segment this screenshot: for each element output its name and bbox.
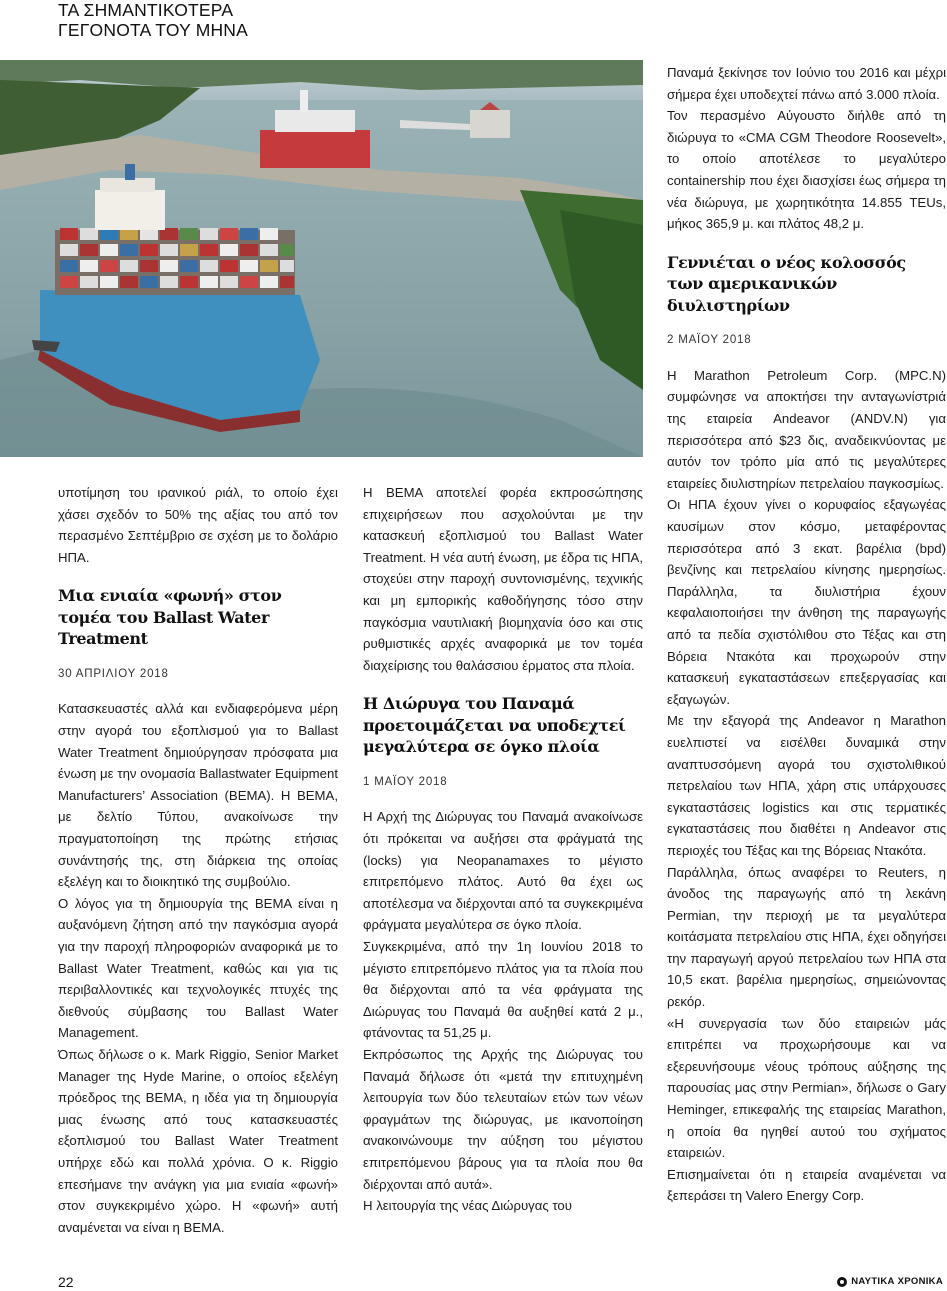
panama-canal-article-title: Η Διώρυγα του Παναμά προετοιμάζεται να υποδεχτεί μεγαλύτερα σε όγκο πλοία bbox=[363, 694, 626, 757]
refinery-paragraph-2: Οι ΗΠΑ έχουν γίνει ο κορυφαίος εξαγωγέας καυσίμων στον κόσμο, μεταφέροντας περισσότερα από 3 εκατ. βαρέλια (bpd) βενζίνης και πετρελαίου κίνησης ημερησίως. Παράλληλα, τα διυλιστήρια έχουν κεφαλαιοποιήσει την άνθηση της παραγωγής από τα πεδία σχιστόλιθου στο Τέξας και στη Βόρεια Ντακότα και προχωρούν στην κατασκευή εγκαταστάσεων επεξεργασίας και εξαγωγών. bbox=[667, 497, 946, 707]
column-1 bbox=[58, 482, 338, 1238]
ballast-water-article-title: Μια ενιαία «φωνή» στον τομέα του Ballast Water Treatment bbox=[58, 586, 282, 649]
section-header-line1: ΤΑ ΣΗΜΑΝΤΙΚΟΤΕΡΑ bbox=[58, 0, 234, 20]
ballast-water-article-date: 30 ΑΠΡΙΛΙΟΥ 2018 bbox=[58, 667, 169, 680]
ballast-water-paragraph-2: Ο λόγος για τη δημιουργία της BEMA είναι η αυξανόμενη ζήτηση από την παγκόσμια αγορά για την παροχή πληροφοριών αναφορικά με το Ballast Water Treatment, καθώς και για τις περιβαλλοντικές και τεχνολογικές πτυχές της διεθνούς σύμβασης του Ballast Water Management. bbox=[58, 895, 338, 1041]
column2-intro-paragraph: Η BEMA αποτελεί φορέα εκπροσώπησης επιχειρήσεων που ασχολούνται με την κατασκευή εξοπλισμού του Ballast Water Treatment. Η νέα αυτή ένωση, με έδρα τις ΗΠΑ, στοχεύει στην παροχή συντονισμένης, τεχνικής και μη εμπορικής καθοδήγησης τόσο στην παγκόσμια ναυτιλιακή βιομηχανία όσο και στις ρυθμιστικές αρχές αναφορικά με τον τομέα διαχείρισης του θαλάσσιου έρματος στα πλοία. bbox=[363, 485, 643, 673]
publication-brand-label: ΝΑΥΤΙΚΑ ΧΡΟΝΙΚΑ bbox=[851, 1276, 943, 1287]
column-2 bbox=[363, 482, 643, 1217]
column1-intro-paragraph: υποτίμηση του ιρανικού ριάλ, το οποίο έχει χάσει σχεδόν το 50% της αξίας του από τον περασμένο Σεπτέμβριο σε σχέση με το δολάριο ΗΠΑ. bbox=[58, 485, 338, 565]
panama-canal-paragraph-3: Εκπρόσωπος της Αρχής της Διώρυγας του Παναμά δήλωσε ότι «μετά την επιτυχημένη λειτουργία των δύο τελευταίων ετών των νέων φραγμάτων της διώρυγας, με ικανοποίηση ανακοινώνουμε την αύξηση του μέγιστου επιτρεπόμενου βάρους για τα πλοία που θα διέρχονται από αυτά». bbox=[363, 1046, 643, 1192]
column-3 bbox=[667, 62, 946, 1207]
refinery-article-date: 2 ΜΑΪΟΥ 2018 bbox=[667, 334, 752, 347]
panama-canal-paragraph-4: Η λειτουργία της νέας Διώρυγας του bbox=[363, 1198, 572, 1214]
panama-canal-paragraph-1: Η Αρχή της Διώρυγας του Παναμά ανακοίνωσε ότι πρόκειται να αυξήσει στα φράγματά της (locks) για Neopanamaxes το μέγιστο επιτρεπόμενο πλάτος. Αυτό θα έχει ως αποτέλεσμα να διέρχονται από τα συγκεκριμένα φράγματα μεγαλύτερα σε όγκο πλοία. bbox=[363, 809, 643, 933]
refinery-paragraph-3: Με την εξαγορά της Andeavor η Marathon ευελπιστεί να εισέλθει δυναμικά στην αναπτυσσόμενη αγορά του σχιστολιθικού πετρελαίου των ΗΠΑ, χάρη στις υπάρχουσες εγκαταστάσεις logistics και στις τερματικές εγκαταστάσεις που διαθέτει η Andeavor στις περιοχές του Τέξας και της Βόρειας Ντακότα. bbox=[667, 713, 946, 858]
column3-continuation-2: Τον περασμένο Αύγουστο διήλθε από τη διώρυγα το «CMA CGM Theodore Roosevelt», το οποίο αποτέλεσε το μεγαλύτερο containership που έχει διασχίσει έως σήμερα τη νέα διώρυγα, με χωρητικότητα 14.855 TEUs, μήκος 365,9 μ. και πλάτος 48,2 μ. bbox=[667, 108, 946, 232]
refinery-paragraph-4: Παράλληλα, όπως αναφέρει το Reuters, η άνοδος της παραγωγής από τη λεκάνη Permian, την περιοχή με τα μεγαλύτερα κοιτάσματα πετρελαίου στις ΗΠΑ, έχει οδηγήσει την παραγωγή αργού πετρελαίου των ΗΠΑ στα 10,5 εκατ. βαρέλια ημερησίως, σημειώνοντας ρεκόρ. bbox=[667, 864, 946, 1010]
column3-continuation-1: Παναμά ξεκίνησε τον Ιούνιο του 2016 και μέχρι σήμερα έχει υποδεχτεί πάνω από 3.000 πλοία. bbox=[667, 65, 946, 102]
panama-canal-photo bbox=[0, 60, 643, 457]
refinery-paragraph-5: «Η συνεργασία των δύο εταιρειών μάς επιτρέπει να προχωρήσουμε και να εξερευνήσουμε νέους τρόπους αύξησης της παρουσίας μας στην Permian», δήλωσε ο Gary Heminger, επικεφαλής της εταιρείας Marathon, η οποία θα ηγηθεί αυτού του σχήματος εταιρειών. bbox=[667, 1015, 946, 1161]
refinery-paragraph-6: Επισημαίνεται ότι η εταιρεία αναμένεται να ξεπεράσει τη Valero Energy Corp. bbox=[667, 1166, 946, 1204]
section-header-line2: ΓΕΓΟΝΟΤΑ ΤΟΥ ΜΗΝΑ bbox=[58, 20, 249, 40]
section-header bbox=[58, 0, 358, 40]
refinery-article-title: Γεννιέται ο νέος κολοσσός των αμερικανικών διυλιστηρίων bbox=[667, 252, 906, 315]
ballast-water-paragraph-3: Όπως δήλωσε ο κ. Mark Riggio, Senior Market Manager της Hyde Marine, ο οποίος εξελέγη πρόεδρος της BEMA, η ιδέα για τη δημιουργία μιας ένωσης από τους κατασκευαστές εξοπλισμού του Ballast Water Treatment υπήρχε εδώ και πολλά χρόνια. Ο κ. Riggio επεσήμανε την ανάγκη για μια ενιαία «φωνή» στον συγκεκριμένο χώρο. Η «φωνή» αυτή αναμένεται να είναι η BEMA. bbox=[58, 1046, 338, 1235]
refinery-paragraph-1: Η Marathon Petroleum Corp. (MPC.N) συμφώνησε να αποκτήσει την ανταγωνίστριά της εταιρεία Andeavor (ANDV.N) για περισσότερα από $23 δις, αναδεικνύοντας με αυτόν τον τρόπο μία από τις μεγαλύτερες εταιρείες διυλιστηρίων πετρελαίου παγκοσμίως. bbox=[667, 367, 946, 491]
ballast-water-paragraph-1: Κατασκευαστές αλλά και ενδιαφερόμενα μέρη στην αγορά του εξοπλισμού για το Ballast Water Treatment δημιούργησαν πρόσφατα μια ένωση με την ονομασία Ballastwater Equipment Manufacturers’ Association (BEMA). Η BEMA, με δελτίο Τύπου, ανακοίνωσε την πραγματοποίηση της πρώτης ετήσιας συνάντησής της, στη διάρκεια της οποίας εξελέγη και το διοικητικό της συμβούλιο. bbox=[58, 701, 338, 890]
brand-logo-icon bbox=[837, 1277, 847, 1287]
panama-canal-paragraph-2: Συγκεκριμένα, από την 1η Ιουνίου 2018 το μέγιστο επιτρεπόμενο πλάτος για τα πλοία που θα διέρχονται από τα νέα φράγματα της Διώρυγας του Παναμά θα αυξηθεί κατά 2 μ., φτάνοντας τα 51,25 μ. bbox=[363, 939, 643, 1041]
page-number: 22 bbox=[58, 1274, 74, 1290]
panama-canal-article-date: 1 ΜΑΪΟΥ 2018 bbox=[363, 775, 448, 788]
publication-brand bbox=[837, 1276, 943, 1287]
